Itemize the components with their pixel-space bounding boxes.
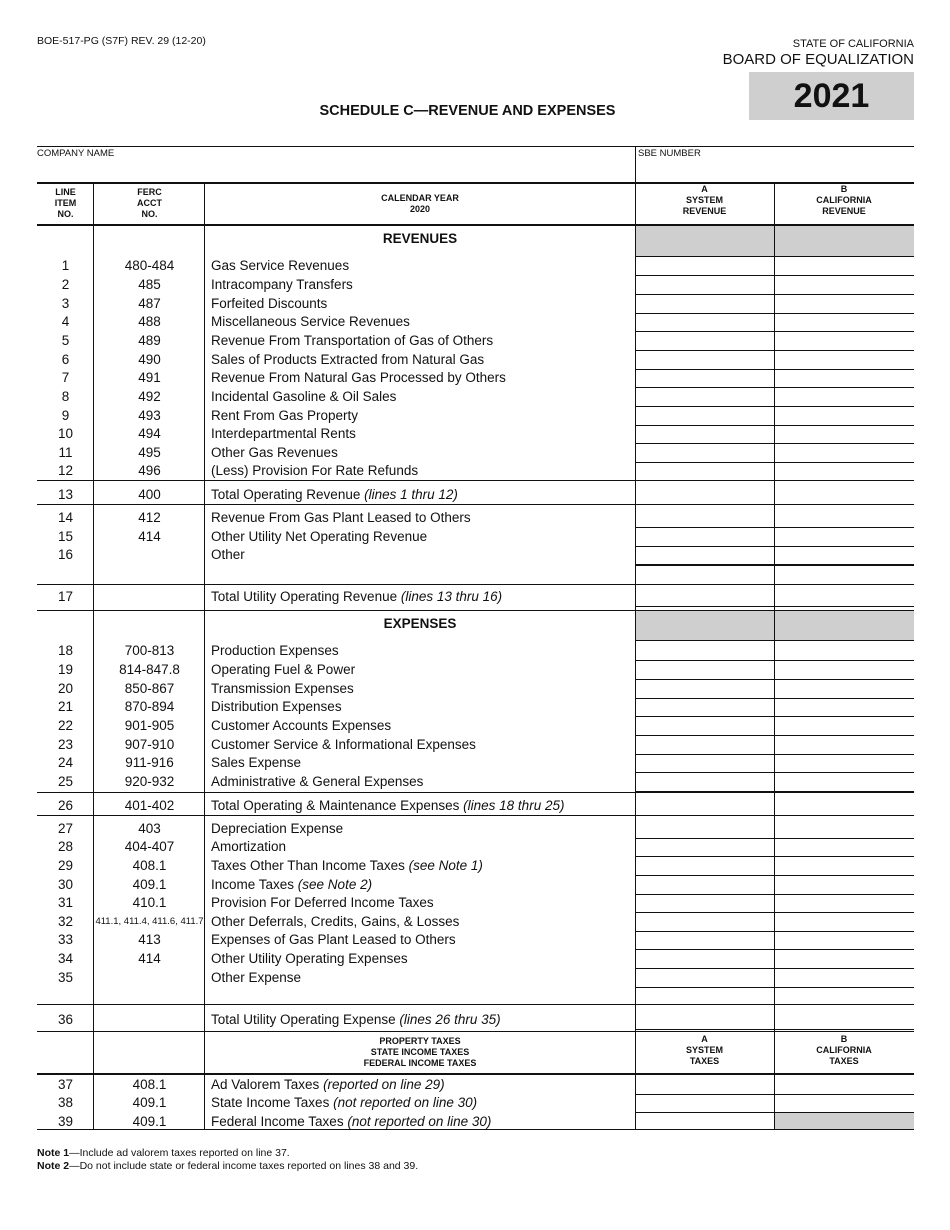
col-b-input[interactable] (775, 425, 914, 443)
ferc-acct: 408.1 (132, 1077, 167, 1092)
table-row (37, 698, 635, 717)
col-a-input[interactable] (636, 1113, 774, 1131)
ferc-acct: 901-905 (124, 718, 175, 733)
line-number: 20 (57, 681, 74, 696)
line-number: 37 (57, 1077, 74, 1092)
table-row (37, 332, 635, 351)
col-a-input[interactable] (636, 876, 774, 894)
col-a-input[interactable] (636, 969, 774, 987)
col-a-header: A SYSTEM REVENUE (682, 184, 727, 216)
line-number: 26 (57, 798, 74, 813)
row-description: Other Gas Revenues (211, 445, 338, 460)
line-number: 35 (57, 970, 74, 985)
line-number: 23 (57, 737, 74, 752)
table-row (37, 1094, 635, 1113)
note-1: Note 1—Include ad valorem taxes reported on line 37. (37, 1147, 290, 1159)
table-row (37, 894, 635, 913)
line-number: 8 (61, 389, 70, 404)
col-b-input[interactable] (775, 857, 914, 875)
row-description: Depreciation Expense (211, 821, 344, 836)
line-number: 10 (57, 426, 74, 441)
ferc-acct: 409.1 (132, 877, 167, 892)
table-row (37, 913, 635, 932)
col-a-input[interactable] (636, 1076, 774, 1094)
line-number: 34 (57, 951, 74, 966)
row-description: Total Operating & Maintenance Expenses (lines 18 thru 25) (211, 798, 565, 813)
form-id: BOE-517-PG (S7F) REV. 29 (12-20) (37, 35, 206, 47)
ferc-acct: 408.1 (132, 858, 167, 873)
ferc-acct: 495 (138, 445, 161, 460)
col-b-input[interactable] (775, 313, 914, 331)
col-b-input (775, 1113, 914, 1131)
line-item-header: LINE ITEM NO. (54, 187, 77, 219)
table-row (37, 969, 635, 988)
line-number: 15 (57, 529, 74, 544)
ferc-acct: 850-867 (124, 681, 175, 696)
line-number: 5 (61, 333, 70, 348)
table-row (37, 680, 635, 699)
col-b-input[interactable] (775, 332, 914, 350)
company-name-label: COMPANY NAME (37, 148, 115, 159)
row-description: Income Taxes (see Note 2) (211, 877, 373, 892)
col-b-input[interactable] (775, 1011, 914, 1029)
ferc-acct: 496 (138, 463, 161, 478)
col-a-input[interactable] (636, 894, 774, 912)
row-description: Transmission Expenses (211, 681, 354, 696)
row-description: State Income Taxes (not reported on line 30) (211, 1095, 478, 1110)
state-label: STATE OF CALIFORNIA (792, 38, 914, 50)
ferc-acct: 870-894 (124, 699, 175, 714)
col-b-input[interactable] (775, 462, 914, 480)
sbe-number-field[interactable] (637, 160, 914, 182)
col-b-input[interactable] (775, 969, 914, 987)
ferc-acct: 907-910 (124, 737, 175, 752)
col-a-input[interactable] (636, 407, 774, 425)
line-number: 3 (61, 296, 70, 311)
col-a-input[interactable] (636, 509, 774, 527)
col-a-input[interactable] (636, 486, 774, 504)
row-description: Other Deferrals, Credits, Gains, & Losses (211, 914, 460, 929)
row-description: Incidental Gasoline & Oil Sales (211, 389, 397, 404)
ferc-acct: 412 (138, 510, 161, 525)
line-number: 38 (57, 1095, 74, 1110)
table-row (37, 276, 635, 295)
row-description: Other Expense (211, 970, 302, 985)
ferc-acct: 814-847.8 (119, 662, 180, 677)
line-number: 19 (57, 662, 74, 677)
ferc-acct: 493 (138, 408, 161, 423)
col-b-input[interactable] (775, 257, 914, 275)
table-row (37, 1011, 635, 1030)
line-number: 36 (57, 1012, 74, 1027)
col-a-input[interactable] (636, 369, 774, 387)
table-row (37, 736, 635, 755)
line-number: 32 (57, 914, 74, 929)
col-b-input[interactable] (775, 369, 914, 387)
ferc-acct: 494 (138, 426, 161, 441)
line-number: 27 (57, 821, 74, 836)
ferc-acct: 404-407 (124, 839, 175, 854)
col-a-input[interactable] (636, 462, 774, 480)
col-b-input[interactable] (775, 820, 914, 838)
line-number: 12 (57, 463, 74, 478)
board-label: BOARD OF EQUALIZATION (722, 51, 914, 68)
col-a-input[interactable] (636, 1011, 774, 1029)
col-b-header: B CALIFORNIA REVENUE (816, 184, 872, 216)
ferc-acct: 485 (138, 277, 161, 292)
row-description: Provision For Deferred Income Taxes (211, 895, 434, 910)
col-b-input[interactable] (775, 528, 914, 546)
expenses-section-title: EXPENSES (383, 616, 457, 631)
table-row (37, 313, 635, 332)
table-row (37, 820, 635, 839)
ferc-acct: 414 (138, 529, 161, 544)
year-badge: 2021 (749, 72, 914, 120)
ferc-acct: 487 (138, 296, 161, 311)
row-description: Total Utility Operating Revenue (lines 13 thru 16) (211, 589, 503, 604)
col-a-input[interactable] (636, 931, 774, 949)
notes (37, 1147, 418, 1173)
row-description: Administrative & General Expenses (211, 774, 424, 789)
table-row (37, 857, 635, 876)
col-a-input[interactable] (636, 257, 774, 275)
ferc-acct: 411.1, 411.4, 411.6, 411.7 (95, 916, 204, 927)
col-a-input[interactable] (636, 1094, 774, 1112)
row-description: Customer Accounts Expenses (211, 718, 392, 733)
table-row (37, 295, 635, 314)
row-description: Intracompany Transfers (211, 277, 353, 292)
col-a-input[interactable] (636, 736, 774, 754)
col-a-input[interactable] (636, 642, 774, 660)
line-number: 16 (57, 547, 74, 562)
row-description: Other (211, 547, 245, 562)
ferc-acct: 489 (138, 333, 161, 348)
col-a-input[interactable] (636, 797, 774, 815)
col-a-input[interactable] (636, 444, 774, 462)
table-row (37, 754, 635, 773)
row-description: Other Utility Operating Expenses (211, 951, 408, 966)
col-b-input[interactable] (775, 680, 914, 698)
table-row (37, 257, 635, 276)
col-b-input[interactable] (775, 876, 914, 894)
row-description: Miscellaneous Service Revenues (211, 314, 410, 329)
col-a-input[interactable] (636, 425, 774, 443)
col-a-input[interactable] (636, 528, 774, 546)
line-number: 1 (61, 258, 70, 273)
col-a-input[interactable] (636, 754, 774, 772)
table-row (37, 717, 635, 736)
row-description: Amortization (211, 839, 287, 854)
col-a-input[interactable] (636, 773, 774, 791)
ferc-acct: 401-402 (124, 798, 175, 813)
table-row (37, 1076, 635, 1095)
table-row (37, 351, 635, 370)
note-2: Note 2—Do not include state or federal income taxes reported on lines 38 and 39. (37, 1160, 419, 1172)
line-number: 31 (57, 895, 74, 910)
col-b-input[interactable] (775, 1094, 914, 1112)
row-description: Sales of Products Extracted from Natural Gas (211, 352, 485, 367)
ferc-acct: 414 (138, 951, 161, 966)
line-number: 4 (61, 314, 70, 329)
col-b-input[interactable] (775, 388, 914, 406)
col-a-input[interactable] (636, 276, 774, 294)
col-b-input[interactable] (775, 546, 914, 564)
col-b-input[interactable] (775, 351, 914, 369)
table-row (37, 528, 635, 547)
table-row (37, 425, 635, 444)
col-b-input[interactable] (775, 838, 914, 856)
col-b-input[interactable] (775, 407, 914, 425)
col-b-input[interactable] (775, 931, 914, 949)
row-description: Taxes Other Than Income Taxes (see Note 1) (211, 858, 483, 873)
table-row (37, 797, 635, 816)
row-description: Total Utility Operating Expense (lines 26 thru 35) (211, 1012, 501, 1027)
col-b-input[interactable] (775, 661, 914, 679)
col-a-input[interactable] (636, 295, 774, 313)
row-description: Customer Service & Informational Expenses (211, 737, 476, 752)
line-number: 21 (57, 699, 74, 714)
line-number: 13 (57, 487, 74, 502)
col-a-input[interactable] (636, 950, 774, 968)
line-number: 6 (61, 352, 70, 367)
line-number: 18 (57, 643, 74, 658)
table-row (37, 661, 635, 680)
row-description: (Less) Provision For Rate Refunds (211, 463, 419, 478)
col-a-input[interactable] (636, 820, 774, 838)
col-b-input[interactable] (775, 894, 914, 912)
taxes-section-title: PROPERTY TAXES STATE INCOME TAXES FEDERAL INCOME TAXES (363, 1036, 477, 1068)
line-number: 24 (57, 755, 74, 770)
line-number: 33 (57, 932, 74, 947)
col-a-input[interactable] (636, 351, 774, 369)
col-b-input[interactable] (775, 950, 914, 968)
line-number: 29 (57, 858, 74, 873)
col-b-input[interactable] (775, 295, 914, 313)
col-a-input[interactable] (636, 313, 774, 331)
ferc-acct: 480-484 (124, 258, 175, 273)
col-a-input[interactable] (636, 857, 774, 875)
revenues-section-title: REVENUES (382, 231, 458, 246)
table-row (37, 950, 635, 969)
row-description: Gas Service Revenues (211, 258, 350, 273)
col-b-input[interactable] (775, 797, 914, 815)
ferc-acct: 413 (138, 932, 161, 947)
line-number: 7 (61, 370, 70, 385)
col-a-input[interactable] (636, 588, 774, 606)
col-b-input[interactable] (775, 698, 914, 716)
line-number: 9 (61, 408, 70, 423)
line-number: 25 (57, 774, 74, 789)
ferc-acct: 409.1 (132, 1114, 167, 1129)
taxes-col-a-header: A SYSTEM TAXES (685, 1034, 723, 1066)
row-description: Operating Fuel & Power (211, 662, 356, 677)
table-row (37, 462, 635, 481)
col-b-input[interactable] (775, 913, 914, 931)
line-number: 30 (57, 877, 74, 892)
ferc-acct: 920-932 (124, 774, 175, 789)
row-description: Forfeited Discounts (211, 296, 328, 311)
ferc-acct: 492 (138, 389, 161, 404)
line-number: 39 (57, 1114, 74, 1129)
col-a-input[interactable] (636, 661, 774, 679)
table-row (37, 388, 635, 407)
ferc-acct-header: FERC ACCT NO. (137, 187, 162, 219)
ferc-acct: 409.1 (132, 1095, 167, 1110)
ferc-acct: 410.1 (132, 895, 167, 910)
row-description: Expenses of Gas Plant Leased to Others (211, 932, 456, 947)
col-b-input[interactable] (775, 444, 914, 462)
col-a-input[interactable] (636, 913, 774, 931)
col-a-input[interactable] (636, 717, 774, 735)
row-description: Rent From Gas Property (211, 408, 359, 423)
col-a-input[interactable] (636, 546, 774, 564)
col-b-input[interactable] (775, 509, 914, 527)
col-a-input[interactable] (636, 388, 774, 406)
row-description: Production Expenses (211, 643, 339, 658)
table-row (37, 546, 635, 565)
col-b-input[interactable] (775, 736, 914, 754)
row-description: Revenue From Natural Gas Processed by Others (211, 370, 506, 385)
line-number: 11 (58, 445, 73, 460)
row-description: Other Utility Net Operating Revenue (211, 529, 428, 544)
ferc-acct: 491 (138, 370, 161, 385)
col-b-input[interactable] (775, 588, 914, 606)
sbe-number-label: SBE NUMBER (638, 148, 701, 159)
table-row (37, 444, 635, 463)
ferc-acct: 488 (138, 314, 161, 329)
company-name-field[interactable] (37, 160, 633, 182)
table-row (37, 588, 635, 607)
col-b-input[interactable] (775, 754, 914, 772)
table-row (37, 509, 635, 528)
row-description: Revenue From Transportation of Gas of Others (211, 333, 494, 348)
line-number: 14 (57, 510, 74, 525)
col-a-input[interactable] (636, 332, 774, 350)
col-b-input[interactable] (775, 486, 914, 504)
row-description: Distribution Expenses (211, 699, 342, 714)
ferc-acct: 911-916 (125, 755, 174, 770)
row-description: Ad Valorem Taxes (reported on line 29) (211, 1077, 445, 1092)
col-a-input[interactable] (636, 680, 774, 698)
table-row (37, 407, 635, 426)
row-description: Sales Expense (211, 755, 302, 770)
col-b-input[interactable] (775, 717, 914, 735)
table-row (37, 486, 635, 505)
ferc-acct: 700-813 (124, 643, 175, 658)
col-b-input[interactable] (775, 276, 914, 294)
row-description: Federal Income Taxes (not reported on line 30) (211, 1114, 492, 1129)
ferc-acct: 400 (138, 487, 161, 502)
table-row (37, 773, 635, 792)
ferc-acct: 490 (138, 352, 161, 367)
col-b-input[interactable] (775, 642, 914, 660)
col-b-input[interactable] (775, 1076, 914, 1094)
table-row (37, 931, 635, 950)
table-row (37, 1113, 635, 1132)
line-number: 22 (57, 718, 74, 733)
schedule-title: SCHEDULE C—REVENUE AND EXPENSES (319, 103, 616, 119)
table-row (37, 838, 635, 857)
row-description: Revenue From Gas Plant Leased to Others (211, 510, 471, 525)
col-b-input[interactable] (775, 773, 914, 791)
calendar-year-header: CALENDAR YEAR 2020 (381, 193, 459, 214)
table-row (37, 876, 635, 895)
row-description: Total Operating Revenue (lines 1 thru 12) (211, 487, 458, 502)
table-row (37, 642, 635, 661)
col-a-input[interactable] (636, 698, 774, 716)
ferc-acct: 403 (138, 821, 161, 836)
taxes-col-b-header: B CALIFORNIA TAXES (816, 1034, 872, 1066)
line-number: 2 (61, 277, 70, 292)
row-description: Interdepartmental Rents (211, 426, 356, 441)
col-a-input[interactable] (636, 838, 774, 856)
table-row (37, 369, 635, 388)
line-number: 28 (57, 839, 74, 854)
line-number: 17 (57, 589, 74, 604)
